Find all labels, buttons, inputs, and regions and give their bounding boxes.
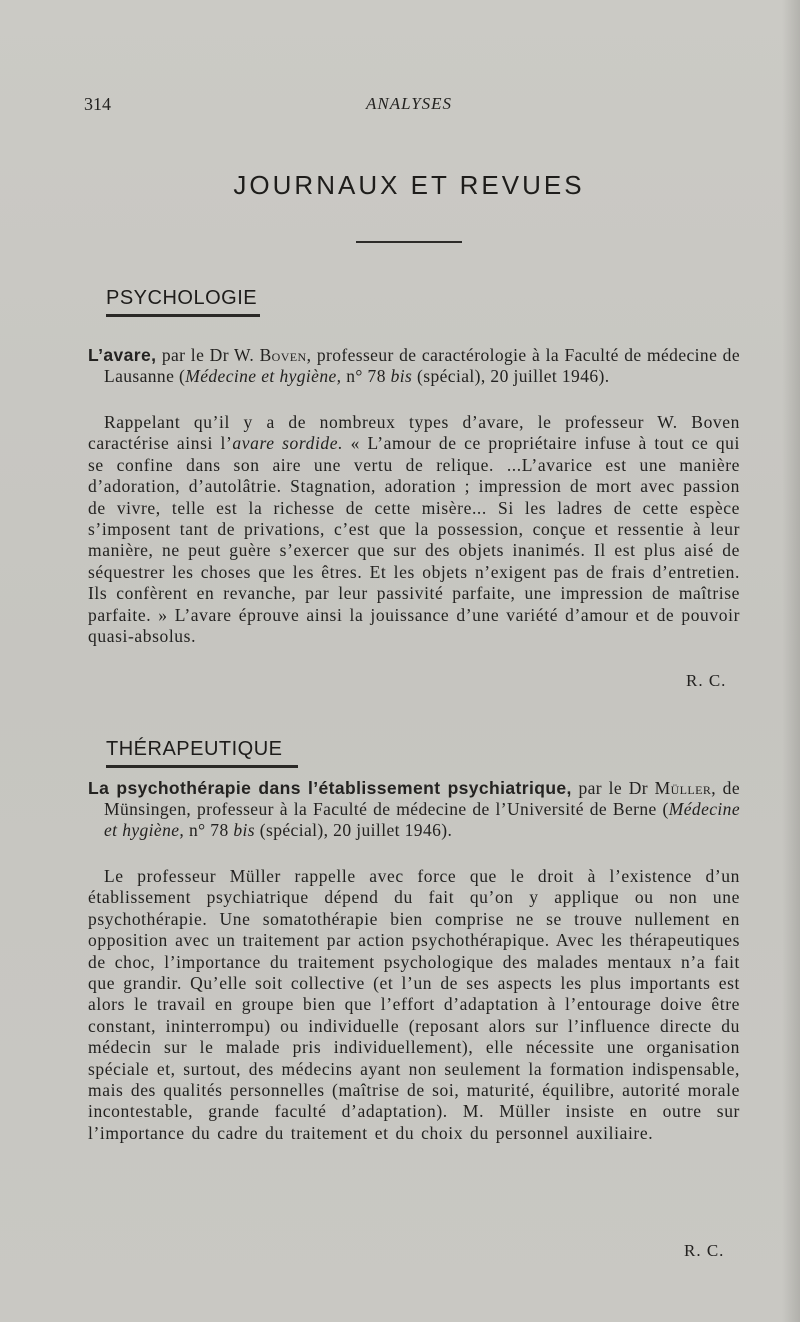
author-name: Müller [654, 778, 712, 798]
article-signature: R. C. [686, 671, 727, 690]
issue-bis: bis [390, 366, 413, 386]
section-heading-psychologie: PSYCHOLOGIE [106, 287, 258, 309]
issue-text: n° 78 [184, 820, 234, 840]
section-underline [106, 765, 298, 768]
article-title: La psychothérapie dans l’établissement psychiatrique, [88, 778, 572, 798]
body-text: Rappelant qu’il y a de nombreux types d’avare, le professeur W. Boven caractérise ainsi l’ [88, 412, 740, 454]
article-title: L’avare, [88, 345, 157, 365]
journal-name: Médecine et hygiène, [104, 799, 740, 840]
article-heading [88, 345, 740, 387]
section-heading-therapeutique: THÉRAPEUTIQUE [106, 738, 283, 760]
section-underline [106, 314, 260, 317]
body-text: Le professeur Müller rappelle avec force que le droit à l’existence d’un établissement psychiatrique dépend du fait qu’on y applique ou non une psychothérapie. Une somatothérapie bien comprise ne se trouve nullement en opposition avec un traitement par action psychothérapique. Avec les thérapeutiques de choc, l’importance du traitement psychologique des malades mentaux n’a fait que grandir. Qu’elle soit collective (et l’un de ses aspects les plus importants est alors le travail en groupe bien que l’effort d’adaptation à l’entourage doive être constant, ininterrompu) ou individuelle (reposant alors sur l’influence directe du médecin sur le malade pris individuellement), elle nécessite une organisation spéciale et, surtout, des médecins ayant non seulement la formation indispensable, mais des qualités personnelles (maîtrise de soi, maturité, équilibre, autorité morale incontestable, grande faculté d’adaptation). M. Müller insiste en outre sur l’importance du cadre du traitement et du choix du personnel auxiliaire. [88, 866, 740, 1143]
article-heading [88, 778, 740, 841]
title-divider [356, 241, 462, 243]
article-body [88, 866, 740, 1144]
page-title: JOURNAUX ET REVUES [233, 170, 585, 200]
issue-bis: bis [233, 820, 256, 840]
issue-date: (spécial), 20 juillet 1946). [255, 820, 453, 840]
heading-text: , professeur de caractérologie à la Faculté de médecine de Lausanne ( [104, 345, 741, 386]
heading-text: , de Münsingen, professeur à la Faculté de médecine de l’Université de Berne ( [104, 778, 740, 819]
article-signature: R. C. [684, 1241, 725, 1260]
author-name: Boven [259, 345, 307, 365]
page-number: 314 [84, 94, 111, 114]
heading-text: par le Dr W. [156, 345, 260, 365]
journal-name: Médecine et hygiène, [185, 366, 342, 386]
running-head: ANALYSES [365, 94, 453, 113]
body-text: « L’amour de ce propriétaire infuse à tout ce qui se confine dans son aire une vertu de relique. ...L’avarice est une manière d’adoration, d’autolâtrie. Stagnation, adoration ; impression de mort avec passion de vivre, telle est la richesse de cette misère... Si les ladres de cette espèce s’imposent tant de privations, c’est que la possession, conçue et ressentie à leur manière, ne peut guère s’exercer que sur des objets inanimés. Il est plus aisé de séquestrer les choses que les êtres. Et les objets n’exigent pas de frais d’entretien. Ils confèrent en revanche, par leur passivité parfaite, une impression de maîtrise parfaite. » L’avare éprouve ainsi la jouissance d’une variété d’amour et de pouvoir quasi-absolus. [88, 433, 740, 647]
article-avare [88, 345, 740, 647]
issue-text: n° 78 [341, 366, 391, 386]
issue-date: (spécial), 20 juillet 1946). [412, 366, 610, 386]
heading-text: par le Dr [571, 778, 655, 798]
body-emphasis: avare sordide. [232, 433, 344, 454]
article-body [88, 412, 740, 647]
article-psychotherapie [88, 778, 740, 1144]
